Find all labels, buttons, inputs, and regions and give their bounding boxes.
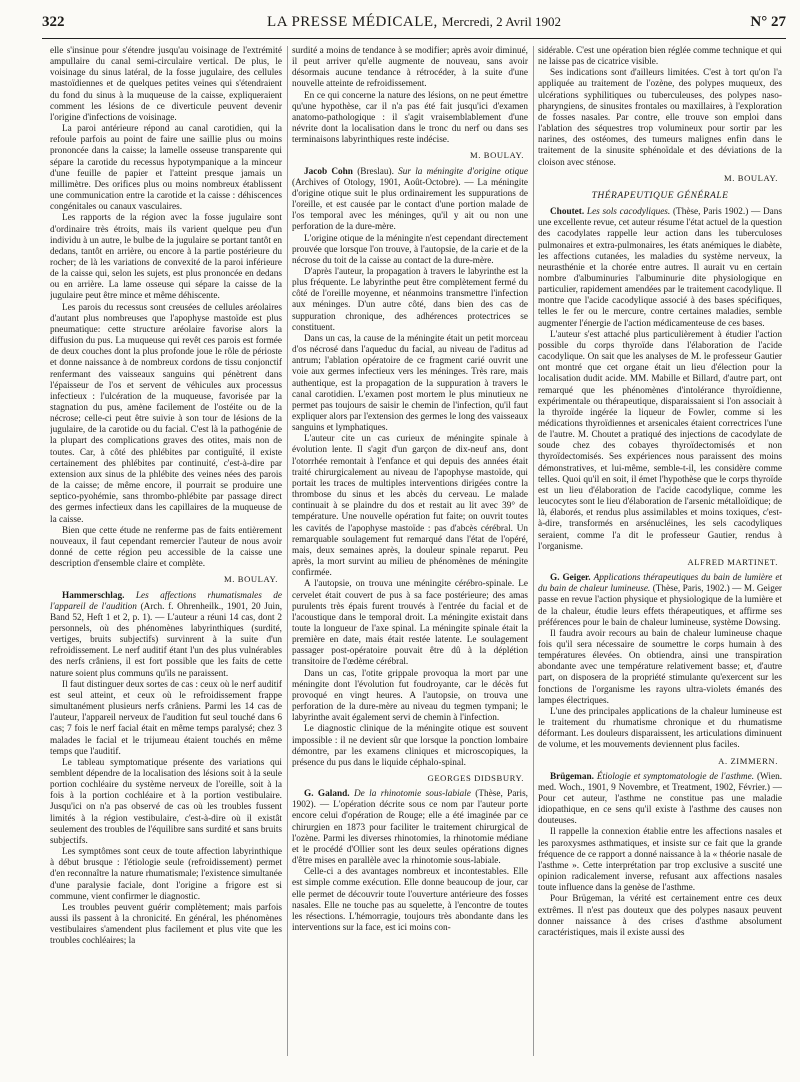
- paragraph: elle s'insinue pour s'étendre jusqu'au voisinage de l'extrémité ampullaire du canal semi-circulaire vertical. De plus, le voisinage du sinus latéral, de la fosse jugulaire, des cellules mastoïdiennes et de quelques petites veines qui s'étendraient du fond du sinus à la muqueuse de la caisse, expliqueraient comment les lésions de ce diverticule peuvent devenir l'origine d'infections de voisinage.: [50, 46, 282, 123]
- paragraph: En ce qui concerne la nature des lésions, on ne peut émettre qu'une hypothèse, car il n'a pas été fait jusqu'ici d'examen anatomo-pathologique : il s'agit vraisemblablement d'une névrite dont la localisation dans le tronc du nerf ou dans ses terminaisons labyrinthiques reste indécise.: [292, 90, 528, 146]
- paragraph: Les troubles peuvent guérir complètement; mais parfois aussi ils passent à la chronicité. En général, les phénomènes vestibulaires s'amendent plus facilement et plus vite que les troubles cochléaires; la: [50, 902, 282, 947]
- review-lead: [538, 573, 782, 629]
- review-title: Applications thérapeutiques du bain de lumière et du bain de chaleur lumineuse.: [538, 573, 782, 595]
- review-lead: [292, 167, 528, 234]
- paragraph: D'après l'auteur, la propagation à travers le labyrinthe est la plus fréquente. Le labyrinthe peut être complètement fermé du côté de l'oreille moyenne, et néanmoins transmettre l'infection aux méninges. D'un autre côté, dans bien des cas de suppuration chronique, des adhérences protectrices se constituent.: [292, 266, 528, 333]
- paragraph: Les parois du recessus sont creusées de cellules aréolaires d'autant plus nombreuses que l'apophyse mastoïde est plus pneumatique: cette structure aréolaire favorise alors la diffusion du pus. La muqueuse qui revêt ces parois est formée de deux couches dont la plus profonde joue le rôle de périoste et donne naissance à de nombreux cordons de tissu conjonctif renfermant des vaisseaux sanguins qui pénètrent dans l'épaisseur de l'os et servent de véhicules aux processus infectieux : l'ulcération de la muqueuse, favorisée par la stagnation du pus, amène facilement de l'ostéite ou de la nécrose; celle-ci peut être suivie à son tour de lésions de la jugulaire, de la carotide ou du facial. C'est là la pathogénie de la plupart des complications graves des otites, mais non de toutes. Car, à côté des phlébites par contiguïté, il existe certainement des phlébites par continuité, c'est-à-dire par extension aux sinus de la phlébite des veines nées des parois de la caisse; de même encore, il pourrait se produire une septico-pyohémie, sans thrombo-phlébite par passage direct des germes infectieux dans les capillaires de la muqueuse de la caisse.: [50, 302, 282, 525]
- review-author: G. Galand.: [304, 789, 350, 800]
- paragraph: L'auteur cite un cas curieux de méningite spinale à évolution lente. Il s'agit d'un garçon de dix-neuf ans, dont l'otorrhée remontait à l'enfance et qui depuis des années était traité chirurgicalement au niveau de l'apophyse mastoïde, qui portait les traces de multiples interventions dirigées contre la thrombose du sinus et les abcès du cerveau. Le malade continuait à se plaindre du dos et restait au lit avec 39° de température. Une nouvelle opération fut faite; on ouvrit toutes les cavités de l'apophyse mastoïde : pas d'abcès cérébral. Un remarquable soulagement fut remarqué dans l'état de l'opéré, mais, deux semaines après, la douleur spinale reparut. Peu après, la mort survint au milieu de phénomènes de méningite confirmée.: [292, 434, 528, 579]
- journal-masthead: [42, 14, 786, 31]
- review-title: Sur la méningite d'origine otique: [398, 166, 528, 177]
- author-signature: ALFRED MARTINET.: [687, 556, 778, 567]
- column-3: [538, 46, 782, 1070]
- review-author: Hammerschlag.: [62, 590, 125, 601]
- review-lead: [538, 207, 782, 330]
- column-divider: [533, 46, 534, 1056]
- paragraph: A l'autopsie, on trouva une méningite cérébro-spinale. Le cervelet était couvert de pus à sa face postérieure; des amas purulents très épais furent trouvés à l'entrée du facial et de l'acoustique dans le temporal droit. La méningite existait dans toute la longueur de l'axe spinal. La méningite spinale était la première en date, mais était restée latente. Le soulagement passager post-opératoire pouvait être dû à la déplétion transitoire de l'œdème cérébral.: [292, 579, 528, 668]
- column-1: [50, 46, 282, 1070]
- header-rule: [42, 38, 786, 39]
- review-text: (Wien. med. Woch., 1901, 9 Novembre, et Treatment, 1902, Février.) — Pour cet auteur, l'asthme ne constitue pas une maladie idiopathique, en ce sens qu'il existe à l'asthme des causes non douteuses.: [538, 771, 782, 827]
- journal-title: LA PRESSE MÉDICALE,: [267, 14, 438, 30]
- paragraph: L'une des principales applications de la chaleur lumineuse est le traitement du rhumatisme chronique et du rhumatisme déformant. Les douleurs disparaissent, les articulations diminuent de volume, et les mouvements deviennent plus faciles.: [538, 706, 782, 751]
- paragraph: Pour Brügeman, la vérité est certainement entre ces deux extrêmes. Il n'est pas douteux que des polypes nasaux peuvent donner naissance à des crises d'asthme absolument caractéristiques, mais il existe aussi des: [538, 894, 782, 938]
- review-title: Les affections rhumatismales de l'appareil de l'audition: [50, 590, 282, 612]
- paragraph: Celle-ci a des avantages nombreux et incontestables. Elle est simple comme exécution. Elle donne beaucoup de jour, car elle permet de découvrir toute l'ouverture antérieure des fosses nasales. Elle ne touche pas au squelette, à l'encontre de toutes les résections. L'hémorragie, toujours très abondante dans les interventions sur la face, est ici moins con-: [292, 867, 528, 934]
- paragraph: sidérable. C'est une opération bien réglée comme technique et qui ne laisse pas de cicatrice visible.: [538, 46, 782, 68]
- review-lead: [50, 591, 282, 680]
- paragraph: Il faut distinguer deux sortes de cas : ceux où le nerf auditif est seul atteint, et ceux où le refroidissement frappe simultanément plusieurs nerfs crâniens. Parmi les 14 cas de l'auteur, l'appareil nerveux de l'audition fut seul touché dans 6 cas; 7 fois le nerf facial était en même temps paralysé; chez 3 malades le facial et le trijumeau étaient touchés en même temps que l'auditif.: [50, 679, 282, 757]
- paragraph: L'origine otique de la méningite n'est cependant directement prouvée que lorsque l'on trouve, à l'autopsie, de la carie et de la nécrose du toit de la caisse au contact de la dure-mère.: [292, 233, 528, 266]
- column-divider: [287, 46, 288, 1056]
- section-heading: THÉRAPEUTIQUE GÉNÉRALE: [591, 190, 729, 201]
- paragraph: Les rapports de la région avec la fosse jugulaire sont d'ordinaire très étroits, mais ils varient quelque peu d'un individu à un autre, le bulbe de la jugulaire se portant tantôt en dedans, tantôt en arrière, ou encore à la partie postérieure du rocher; de là les variations de convexité de la paroi inférieure de la caisse qui, selon les sujets, est plus prononcée en dedans ou en arrière. La lame osseuse qui sépare la caisse de la jugulaire peut être mince et même déhiscente.: [50, 213, 282, 302]
- paragraph: Le diagnostic clinique de la méningite otique est souvent impossible : il ne devient sûr que lorsque la ponction lombaire démontre, par les examens cliniques et microscopiques, la présence du pus dans le liquide céphalo-spinal.: [292, 724, 528, 768]
- page-number: 322: [42, 14, 65, 30]
- review-lead: [538, 772, 782, 828]
- review-author: G. Geiger.: [550, 573, 591, 584]
- review-lead: [292, 789, 528, 867]
- paragraph: Les symptômes sont ceux de toute affection labyrinthique à début brusque : l'étiologie seule (refroidissement) permet d'en reconnaître la nature rhumatismale; l'existence simultanée d'une paralysie faciale, dont l'origine a frigore est si commune, vient confirmer le diagnostic.: [50, 847, 282, 902]
- issue-date: Mercredi, 2 Avril 1902: [442, 14, 561, 29]
- author-signature: M. BOULAY.: [224, 574, 278, 585]
- review-title: Étiologie et symptomatologie de l'asthme.: [596, 771, 755, 782]
- review-text: (Thèse, Paris, 1902.) — M. Geiger passe en revue l'action physique et physiologique de la lumière et de la chaleur, étudie leurs effets thérapeutiques, et affirme ses préférences pour le bain de chaleur lumineuse, système Dowsing.: [538, 584, 782, 628]
- author-signature: GEORGES DIDSBURY.: [427, 773, 524, 783]
- author-signature: M. BOULAY.: [724, 172, 778, 183]
- review-text: (Archives of Otology, 1901, Août-Octobre). — La méningite d'origine otique suit le plus ordinairement les suppurations de l'oreille, et est causée par le contact d'une portion malade de l'os temporal avec les méninges, qu'il y ait ou non une perforation de la dure-mère.: [292, 177, 528, 233]
- review-text: (Thèse, Paris 1902.) — Dans une excellente revue, cet auteur résume l'état actuel de la question des cacodylates rappelle leur action dans les tuberculoses pulmonaires et extra-pulmonaires, les états anémiques le diabète, les affections cutanées, les maladies du système nerveux, la neurasthénie et la chorée entre autres. Il aurait vu en certain nombre d'albuminuries l'albuminurie dite physiologique en particulier, rapidement amendées par le traitement cacodylique. Il montre que l'acide cacodylique associé à des bases spécifiques, telles le fer ou le mercure, contre certaines maladies, semble augmenter l'énergie de l'action médicamenteuse de ces bases.: [538, 207, 782, 329]
- review-text: (Thèse, Paris, 1902). — L'opération décrite sous ce nom par l'auteur porte encore celui d'opération de Rouge; elle a été imaginée par ce chirurgien en 1873 pour faciliter le traitement chirurgical de l'ozène. Parmi les diverses rhinotomies, la rhinotomie médiane et le procédé d'Ollier sont les deux seules opérations dignes d'être mises en parallèle avec la rhinotomie sous-labiale.: [292, 789, 528, 867]
- author-signature: M. BOULAY.: [470, 150, 524, 161]
- review-text: (Arch. f. Ohrenheilk., 1901, 20 Juin, Band 52, Heft 1 et 2, p. 1). — L'auteur a réuni 14 cas, dont 2 personnels, où des phénomènes labyrinthiques (surdité, vertiges, bruits subjectifs) survinrent à la suite d'un refroidissement. Le nerf auditif étant l'un des plus vulnérables des nerfs crâniens, il est fort possible que les faits de cette nature soient plus communs qu'ils ne paraissent.: [50, 601, 282, 679]
- review-title: Les sols cacodyliques.: [586, 207, 671, 218]
- paragraph: La paroi antérieure répond au canal carotidien, qui la refoule parfois au point de faire une saillie plus ou moins prononcée dans la caisse; la lamelle osseuse transparente qui sépare la carotide du recessus hypotympanique a la minceur d'une feuille de papier et l'atteint presque jamais un millimètre. Des orifices plus ou moins nombreux établissent une communication entre la carotide et la caisse : déhiscences congénitales ou canaux vasculaires.: [50, 124, 282, 213]
- review-author: Choutet.: [550, 207, 585, 218]
- paragraph: Il faudra avoir recours au bain de chaleur lumineuse chaque fois qu'il sera nécessaire de soumettre le corps humain à des températures élevées. On obtiendra, ainsi une transpiration abondante avec une température relativement basse; et, d'autre part, on disposera de la propriété stimulante qu'exercent sur les fonctions de l'organisme les rayons ultra-violets émanés des lampes électriques.: [538, 628, 782, 706]
- paragraph: Ses indications sont d'ailleurs limitées. C'est à tort qu'on l'a appliquée au traitement de l'ozène, des polypes muqueux, des ulcérations syphilitiques ou tuberculeuses, des polypes naso-pharyngiens, de sinusites frontales ou maxillaires, à l'exploration de fosses nasales. Par contre, elle trouve son emploi dans l'ablation des séquestres trop volumineux pour sortir par les narines, des ostéomes, des tumeurs malignes enfin dans le traitement de la sinusite sphénoïdale et des déviations de la cloison avec sténose.: [538, 68, 782, 168]
- paragraph: Le tableau symptomatique présente des variations qui semblent dépendre de la localisation des lésions soit à la seule portion cochléaire du système nerveux de l'oreille, soit à la fois à la portion cochléaire et à la portion vestibulaire. Jusqu'ici on n'a pas observé de cas où les troubles fussent limités à la région vestibulaire, c'est-à-dire où il existât seulement des troubles de l'équilibre sans surdité et sans bruits subjectifs.: [50, 757, 282, 846]
- issue-number: N° 27: [750, 14, 786, 30]
- review-title: De la rhinotomie sous-labiale: [353, 789, 471, 800]
- column-2: [292, 46, 528, 1070]
- review-place: (Breslau).: [357, 166, 394, 177]
- review-author: Brügeman.: [550, 771, 594, 782]
- page-header: [42, 14, 786, 36]
- paragraph: Dans un cas, l'otite grippale provoqua la mort par une méningite dont l'évolution fut foudroyante, car le décès fut provoqué en vingt heures. A l'autopsie, on trouva une perforation de la dure-mère au niveau du tegmen tympani; le labyrinthe avait également servi de chemin à l'infection.: [292, 668, 528, 724]
- review-author: Jacob Cohn: [304, 166, 353, 177]
- author-signature: A. ZIMMERN.: [718, 755, 778, 766]
- paragraph: Bien que cette étude ne renferme pas de faits entièrement nouveaux, il faut cependant remercier l'auteur de nous avoir donné de cette région peu accessible de la caisse une description d'ensemble claire et complète.: [50, 525, 282, 570]
- paragraph: Il rappelle la connexion établie entre les affections nasales et les paroxysmes asthmatiques, et insiste sur ce fait que la grande fréquence de ce rapport a donné naissance à la « théorie nasale de l'asthme ». Cette interprétation par trop exclusive a suscité une opinion radicalement inverse, refusant aux affections nasales toute influence dans la genèse de l'asthme.: [538, 827, 782, 894]
- paragraph: L'auteur s'est attaché plus particulièrement à étudier l'action possible du corps thyroïde dans l'élaboration de l'acide cacodylique. On sait que les analyses de M. le professeur Gautier ont montré que cet organe était un lieu d'élection pour la localisation dudit acide. MM. Mabille et Billard, d'autre part, ont remarqué que les phénomènes d'intolérance thyroïdienne, expérimentale ou thérapeutique, disparaissaient si l'on associait à la thyroïde ingérée la liqueur de Fowler, comme si les médications thyroïdiennes et arsenicales étaient correctrices l'une de l'autre. M. Choutet a pratiqué des injections de cacodylate de soude chez des cobayes thyroïdectomisés et non thyroïdectomisés. Ses expériences nous paraissent des moins démonstratives, et lui-même, semble-t-il, les considère comme telles. Quoi qu'il en soit, il émet l'hypothèse que le corps thyroïde est un lieu d'élaboration de l'acide cacodylique, comme les leucocytes sont le lieu d'élaboration de l'arsenic métalloïdique; de là, élaborés, et rendus plus assimilables et moins toxiques, c'est-à-dire, transformés en arsénucléines, les sels cacodyliques seraient, comme l'a dit le professeur Gautier, rendus à l'organisme.: [538, 329, 782, 552]
- paragraph: surdité a moins de tendance à se modifier; après avoir diminué, il peut arriver qu'elle augmente de nouveau, sans avoir désormais aucune tendance à rétrocéder, à la suite d'une nouvelle atteinte de refroidissement.: [292, 46, 528, 90]
- paragraph: Dans un cas, la cause de la méningite était un petit morceau d'os nécrosé dans l'aqueduc du facial, au niveau de l'aditus ad antrum; l'ablation opératoire de ce fragment carié ouvrit une voie aux germes infectieux vers les méninges. Très rare, mais authentique, est la propagation de la suppuration à travers le canal carotidien. L'examen post mortem le plus minutieux ne permet pas toujours de saisir le chemin de l'infection, qu'il faut expliquer alors par l'extension des germes le long des vaisseaux sanguins et lymphatiques.: [292, 333, 528, 434]
